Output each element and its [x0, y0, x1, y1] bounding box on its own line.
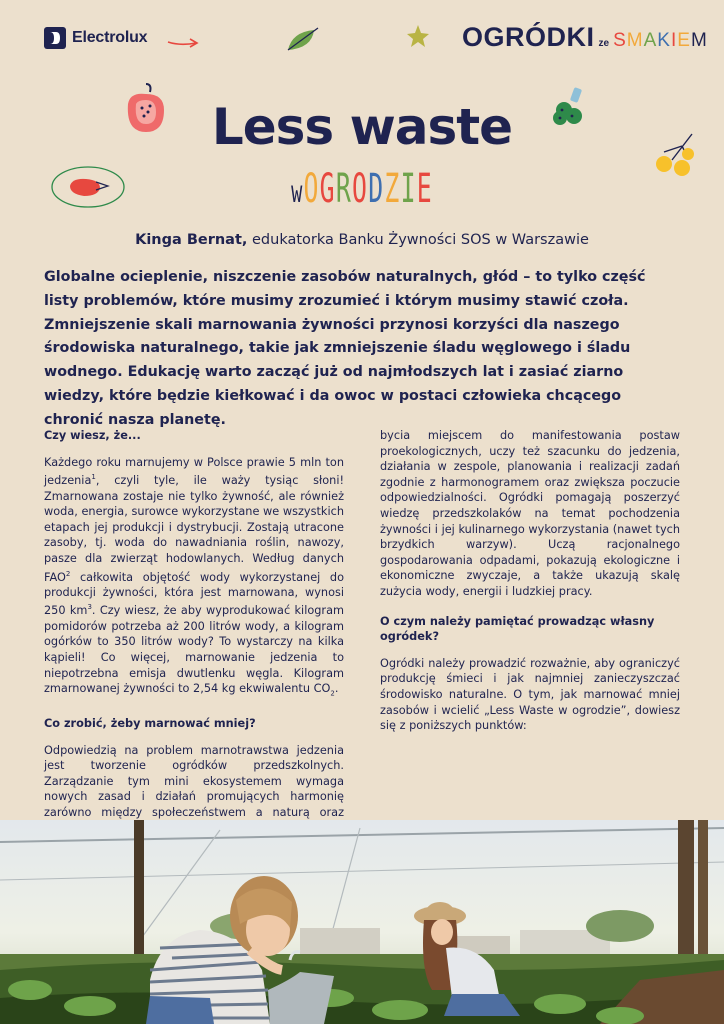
author-name: Kinga Bernat,: [135, 232, 248, 248]
leaf-icon: [284, 26, 324, 56]
page-subtitle: wOGRODZIE: [291, 166, 433, 212]
author-line: [0, 232, 724, 248]
continuation-paragraph: bycia miejscem do manifestowania postaw proekologicznych, uczy też szacunku do jedzenia, działania w zespole, planowania i realizacji zadań zgodnie z harmonogramem oraz zwiększa poczucie odpowiedzialności. Ogródki pomagają poszerzyć wiedzę przedszkolaków na temat pochodzenia żywności i jej kulinarnego wykorzystania (nawet tych brzydkich warzyw). Uczą racjonalnego gospodarowania odpadami, pokazują ekologiczne i ekonomiczne zwyczaje, a także ukazują skalę zużycia wody, energii i ludzkiej pracy.: [380, 429, 680, 598]
right-column: [380, 428, 680, 748]
garden-photo: [0, 820, 724, 1024]
electrolux-logo-text: Electrolux: [72, 29, 148, 46]
star-icon: [406, 24, 430, 48]
did-you-know-paragraph: Każdego roku marnujemy w Polsce prawie 5 mln ton jedzenia$^1$, czyli tyle, ile waży tysiąc słoni! Zmarnowana zostaje nie tylko żywność, ale również woda, energia, surowce wykorzystane we wszystkich etapach jej produkcji i dystrybucji. Zostają utracone zasoby, tj. woda do nawadniania roślin, nawozy, pasze dla zwierząt hodowlanych. Według danych FAO$^2$ całkowita objętość wody wykorzystanej do produkcji żywności, która jest marnowana, wynosi 250 $km^3$. Czy wiesz, że aby wyprodukować kilogram pomidorów potrzeba aż 200 litrów wody, a kilogram ogórków to 350 litrów wody? To wystarczy na kilka kąpieli! Co więcej, marnowanie jedzenia to niepotrzebna emisja dwutlenku węgla. Kilogram zmarnowanej żywności to 2,54 kg ekwiwalentu $CO_2$.: [44, 455, 344, 698]
ogrodki-logo-ze: ze: [598, 38, 610, 49]
arrow-doodle-icon: [166, 36, 200, 50]
remember-paragraph: Ogródki należy prowadzić rozważnie, aby ograniczyć produkcję śmieci i jak najmniej zanieczyszczać środowisko naturalne. O tym, jak marnować mniej zasobów i wcielić „Less Waste w ogrodzie”, dowiesz się z poniższych punktów:: [380, 656, 680, 733]
ogrodki-logo: [462, 22, 708, 53]
author-role: edukatorka Banku Żywności SOS w Warszawie: [247, 232, 589, 248]
section-heading-did-you-know: Czy wiesz, że...: [44, 429, 141, 442]
ogrodki-logo-smakiem: SMAKIEM: [613, 30, 708, 51]
lead-paragraph: Globalne ocieplenie, niszczenie zasobów naturalnych, głód – to tylko część listy problemów, które musimy zrozumieć i którym musimy stawić czoła. Zmniejszenie skali marnowania żywności przynosi korzyści dla naszego środowiska naturalnego, takie jak zmniejszenie śladu węglowego i śladu wodnego. Edukację warto zacząć już od najmłodszych lat i zasiać ziarno wiedzy, które będzie kiełkować i da owoc w postaci człowieka chcącego chronić nasza planetę.: [44, 269, 646, 428]
electrolux-logo-icon: [44, 27, 66, 49]
section-heading-remember: O czym należy pamiętać prowadząc własny ogródek?: [380, 614, 655, 644]
left-column: [44, 428, 344, 850]
page-title: Less waste: [211, 98, 513, 156]
garden-photo-illustration: [0, 820, 724, 1024]
ogrodki-logo-main: OGRÓDKI: [462, 22, 595, 52]
section-heading-what-to-do: Co zrobić, żeby marnować mniej?: [44, 717, 256, 731]
what-to-do-paragraph: Odpowiedzią na problem marnotrawstwa jedzenia jest tworzenie ogródków przedszkolnych. Zarządzanie tym mini ekosystemem wymaga nowych zasad i działań promujących harmonię zarówno między społeczeństwem a naturą oraz: [44, 743, 344, 820]
tomato-slice-icon: [50, 164, 126, 210]
electrolux-logo: [44, 27, 147, 49]
